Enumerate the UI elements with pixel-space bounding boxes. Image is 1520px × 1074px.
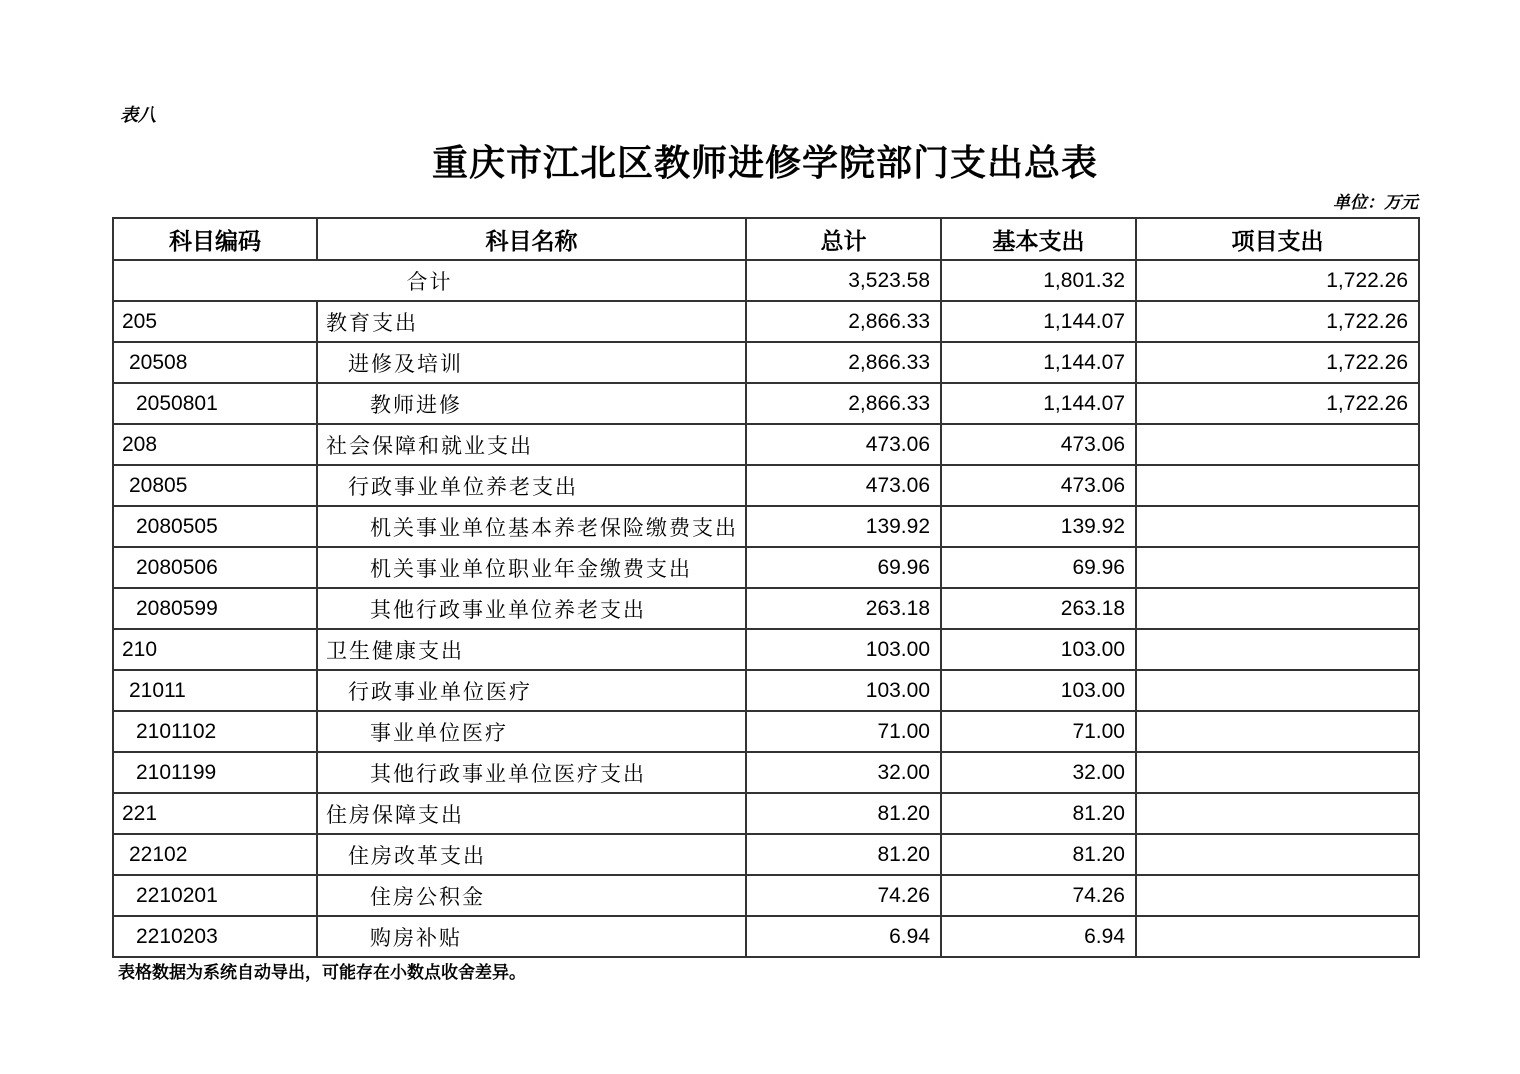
subject-code-cell: 2101102 [113,711,317,752]
basic-expenditure-cell: 263.18 [941,588,1136,629]
subject-code-cell: 21011 [113,670,317,711]
header-subject-code: 科目编码 [113,218,317,260]
project-expenditure-cell [1136,752,1419,793]
total-cell: 2,866.33 [746,342,941,383]
total-cell: 2,866.33 [746,383,941,424]
subject-name-cell: 机关事业单位职业年金缴费支出 [317,547,746,588]
table-row [113,547,1419,588]
total-row-project-cell: 1,722.26 [1136,260,1419,301]
header-total: 总计 [746,218,941,260]
project-expenditure-cell [1136,629,1419,670]
subject-name-cell: 机关事业单位基本养老保险缴费支出 [317,506,746,547]
subject-code-cell: 221 [113,793,317,834]
table-row [113,670,1419,711]
table-row [113,875,1419,916]
table-body [113,260,1419,957]
total-row-basic-cell: 1,801.32 [941,260,1136,301]
total-row-total-cell: 3,523.58 [746,260,941,301]
subject-code-cell: 2080506 [113,547,317,588]
basic-expenditure-cell: 1,144.07 [941,342,1136,383]
total-cell: 6.94 [746,916,941,957]
project-expenditure-cell [1136,465,1419,506]
subject-name-cell: 行政事业单位医疗 [317,670,746,711]
subject-code-cell: 2210201 [113,875,317,916]
expenditure-summary-table [112,217,1420,958]
subject-code-cell: 210 [113,629,317,670]
total-cell: 74.26 [746,875,941,916]
project-expenditure-cell: 1,722.26 [1136,301,1419,342]
basic-expenditure-cell: 1,144.07 [941,383,1136,424]
table-row [113,711,1419,752]
subject-name-cell: 事业单位医疗 [317,711,746,752]
subject-code-cell: 22102 [113,834,317,875]
table-row [113,834,1419,875]
project-expenditure-cell [1136,711,1419,752]
subject-code-cell: 2050801 [113,383,317,424]
table-row [113,342,1419,383]
header-basic-expenditure: 基本支出 [941,218,1136,260]
table-row [113,629,1419,670]
table-row [113,916,1419,957]
table-row [113,424,1419,465]
subject-name-cell: 其他行政事业单位养老支出 [317,588,746,629]
total-cell: 81.20 [746,834,941,875]
subject-code-cell: 20508 [113,342,317,383]
subject-code-cell: 205 [113,301,317,342]
project-expenditure-cell [1136,793,1419,834]
basic-expenditure-cell: 473.06 [941,424,1136,465]
basic-expenditure-cell: 6.94 [941,916,1136,957]
project-expenditure-cell [1136,588,1419,629]
total-cell: 71.00 [746,711,941,752]
subject-code-cell: 20805 [113,465,317,506]
table-number-label: 表八 [120,105,156,125]
page-title: 重庆市江北区教师进修学院部门支出总表 [431,143,1098,183]
table-row [113,301,1419,342]
header-subject-name: 科目名称 [317,218,746,260]
basic-expenditure-cell: 1,144.07 [941,301,1136,342]
subject-name-cell: 行政事业单位养老支出 [317,465,746,506]
table-header-row [113,218,1419,260]
table-row [113,793,1419,834]
subject-name-cell: 住房公积金 [317,875,746,916]
header-project-expenditure: 项目支出 [1136,218,1419,260]
project-expenditure-cell: 1,722.26 [1136,342,1419,383]
subject-name-cell: 住房保障支出 [317,793,746,834]
total-cell: 473.06 [746,424,941,465]
footnote: 表格数据为系统自动导出，可能存在小数点收舍差异。 [118,963,526,982]
subject-name-cell: 其他行政事业单位医疗支出 [317,752,746,793]
basic-expenditure-cell: 81.20 [941,834,1136,875]
project-expenditure-cell [1136,916,1419,957]
subject-name-cell: 教师进修 [317,383,746,424]
total-cell: 69.96 [746,547,941,588]
subject-code-cell: 2080505 [113,506,317,547]
project-expenditure-cell [1136,670,1419,711]
subject-code-cell: 2210203 [113,916,317,957]
subject-name-cell: 进修及培训 [317,342,746,383]
total-cell: 103.00 [746,629,941,670]
basic-expenditure-cell: 103.00 [941,629,1136,670]
basic-expenditure-cell: 103.00 [941,670,1136,711]
total-cell: 263.18 [746,588,941,629]
basic-expenditure-cell: 71.00 [941,711,1136,752]
total-cell: 473.06 [746,465,941,506]
project-expenditure-cell [1136,834,1419,875]
subject-name-cell: 住房改革支出 [317,834,746,875]
basic-expenditure-cell: 69.96 [941,547,1136,588]
total-cell: 2,866.33 [746,301,941,342]
basic-expenditure-cell: 139.92 [941,506,1136,547]
subject-code-cell: 2101199 [113,752,317,793]
basic-expenditure-cell: 81.20 [941,793,1136,834]
project-expenditure-cell [1136,506,1419,547]
basic-expenditure-cell: 74.26 [941,875,1136,916]
subject-name-cell: 教育支出 [317,301,746,342]
table-row [113,383,1419,424]
subject-code-cell: 2080599 [113,588,317,629]
total-cell: 32.00 [746,752,941,793]
table-total-row [113,260,1419,301]
project-expenditure-cell [1136,875,1419,916]
basic-expenditure-cell: 473.06 [941,465,1136,506]
table-row [113,588,1419,629]
total-row-label: 合计 [113,260,746,301]
total-cell: 139.92 [746,506,941,547]
subject-name-cell: 社会保障和就业支出 [317,424,746,465]
total-cell: 81.20 [746,793,941,834]
unit-label: 单位：万元 [1333,193,1418,212]
subject-name-cell: 卫生健康支出 [317,629,746,670]
total-cell: 103.00 [746,670,941,711]
table-row [113,752,1419,793]
subject-name-cell: 购房补贴 [317,916,746,957]
basic-expenditure-cell: 32.00 [941,752,1136,793]
subject-code-cell: 208 [113,424,317,465]
table-row [113,506,1419,547]
project-expenditure-cell: 1,722.26 [1136,383,1419,424]
project-expenditure-cell [1136,547,1419,588]
project-expenditure-cell [1136,424,1419,465]
table-row [113,465,1419,506]
